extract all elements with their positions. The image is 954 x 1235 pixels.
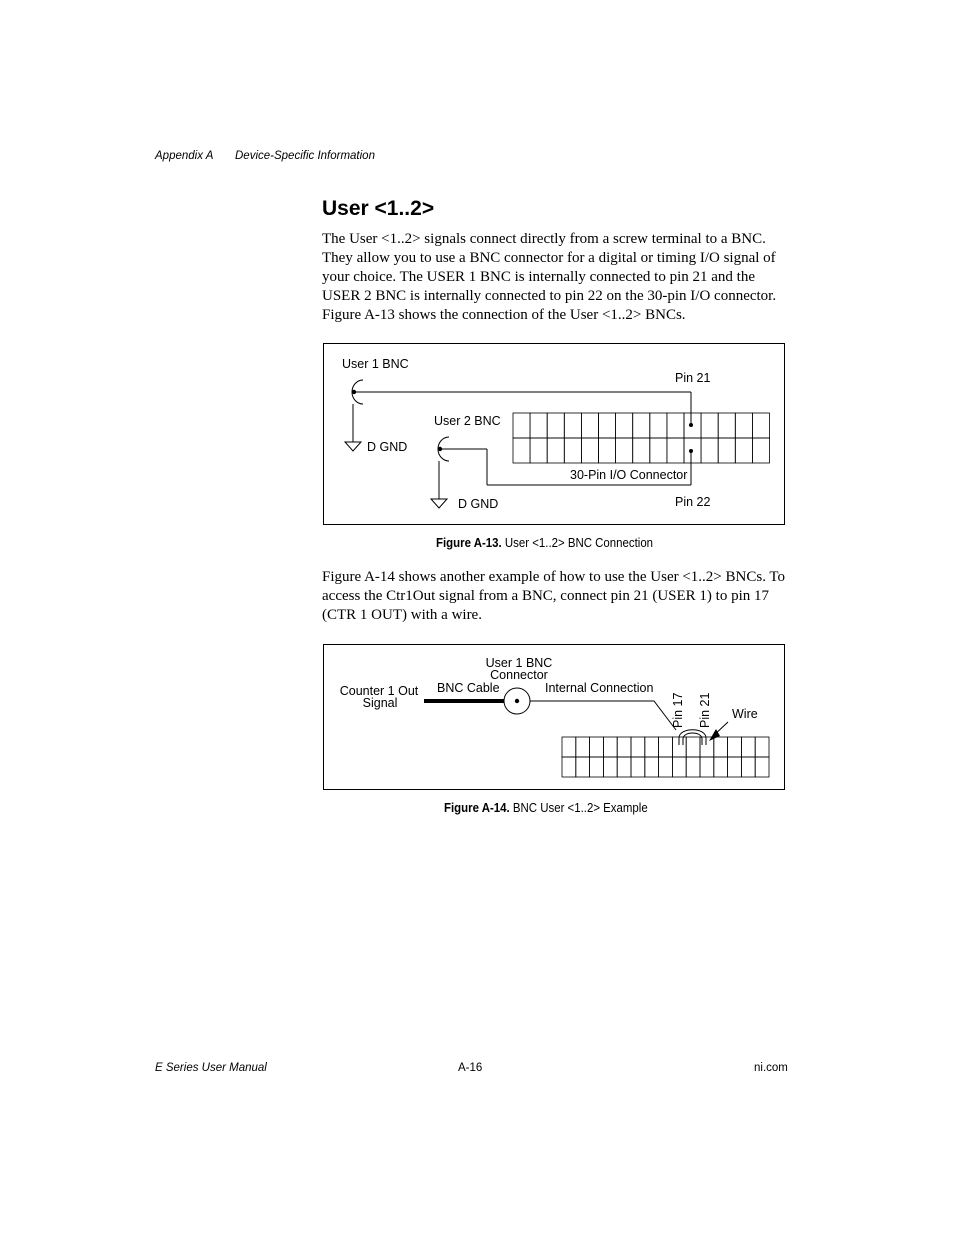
user1-bnc-connector-symbol [504,688,530,714]
connector-cell [631,757,645,777]
connector-cell [530,438,547,463]
caption-text: BNC User <1..2> Example [512,800,648,815]
connector-cell [590,737,604,757]
label-pin21: Pin 21 [698,692,712,728]
connector-cell [547,438,564,463]
connector-cell [672,757,686,777]
connector-cell [633,438,650,463]
label-user1-bnc: User 1 BNC [342,357,409,371]
pin-dot [689,423,693,427]
label-wire: Wire [732,707,758,721]
label-pin21: Pin 21 [675,371,711,385]
connector-cell [599,438,616,463]
connector-cell [741,757,755,777]
caption-number: Figure A-13. [436,535,502,550]
label-connector-line2: Connector [490,668,548,682]
connector-cell [581,413,598,438]
connector-cell [617,737,631,757]
connector-cell [728,757,742,777]
figure-a13-caption [436,535,653,550]
connector-grid [562,737,769,777]
label-dgnd-1: D GND [367,440,408,454]
connector-cell [599,413,616,438]
caption-number: Figure A-14. [444,800,510,815]
connector-cell [667,438,684,463]
connector-cell [701,413,718,438]
label-internal-connection: Internal Connection [545,681,654,695]
connector-cell [603,757,617,777]
connector-cell [645,737,659,757]
connector-cell [562,757,576,777]
connector-cell [631,737,645,757]
internal-connection-line [530,701,676,730]
connector-cell [686,757,700,777]
connector-cell [513,438,530,463]
label-dgnd-2: D GND [458,497,499,511]
header-appendix: Appendix A [155,150,214,162]
label-counter-line1: Counter 1 Out [339,684,419,698]
connector-cell [590,757,604,777]
connector-cell [686,737,700,757]
connector-cell [741,737,755,757]
connector-cell [616,438,633,463]
footer-page-number: A-16 [458,1062,483,1074]
connector-cell [714,757,728,777]
connector-cell [564,413,581,438]
connector-cell [752,438,769,463]
label-pin22: Pin 22 [675,495,711,509]
connector-cell [659,737,673,757]
section-title: User <1..2> [322,197,435,220]
label-pin17: Pin 17 [671,692,685,728]
connector-30pin-grid [513,413,770,463]
connector-cell [616,413,633,438]
pin-dot [689,449,693,453]
connector-cell [645,757,659,777]
connector-cell [562,737,576,757]
figure-a13-diagram [323,343,785,525]
connector-cell [701,438,718,463]
connector-cell [576,737,590,757]
connector-cell [564,438,581,463]
label-user2-bnc: User 2 BNC [434,414,501,428]
connector-cell [718,438,735,463]
label-counter-line2: Signal [362,696,398,710]
running-header [155,150,375,162]
label-connector-line1: User 1 BNC [485,656,553,670]
connector-cell [650,413,667,438]
footer-manual-title: E Series User Manual [155,1062,267,1074]
connector-cell [603,737,617,757]
connector-cell [650,438,667,463]
connector-cell [530,413,547,438]
label-bnc-cable: BNC Cable [437,681,500,695]
connector-cell [755,757,769,777]
footer-website: ni.com [754,1062,788,1074]
figure-a14-svg [324,645,786,791]
connector-cell [714,737,728,757]
connector-cell [547,413,564,438]
connector-cell [735,438,752,463]
connector-cell [755,737,769,757]
connector-cell [633,413,650,438]
connector-cell [617,757,631,777]
figure-a13-svg [324,344,786,526]
connector-cell [667,413,684,438]
figure-a14-caption [444,800,648,815]
connector-cell [581,438,598,463]
connector-cell [718,413,735,438]
connector-cell [728,737,742,757]
body-paragraph-1: The User <1..2> signals connect directly from a screw terminal to a BNC. They allow you to use a BNC connector for a digital or timing I/O signal of your choice. The USER 1 BNC is internally connected to pin 21 and the USER 2 BNC is internally connected to pin 22 on the 30-pin I/O connector. Figure A-13 shows the connection of the User <1..2> BNCs. [322,231,777,323]
label-connector: 30-Pin I/O Connector [570,468,688,482]
figure-a14-diagram [323,644,785,790]
caption-text: User <1..2> BNC Connection [504,535,654,550]
connector-cell [659,757,673,777]
body-paragraph-2: Figure A-14 shows another example of how to use the User <1..2> BNCs. To access the Ctr1Out signal from a BNC, connect pin 21 (USER 1) to pin 17 (CTR 1 OUT) with a wire. [322,569,786,623]
connector-cell [752,413,769,438]
connector-cell [735,413,752,438]
connector-cell [576,757,590,777]
connector-cell [513,413,530,438]
header-section: Device-Specific Information [235,150,375,162]
connector-cell [700,757,714,777]
